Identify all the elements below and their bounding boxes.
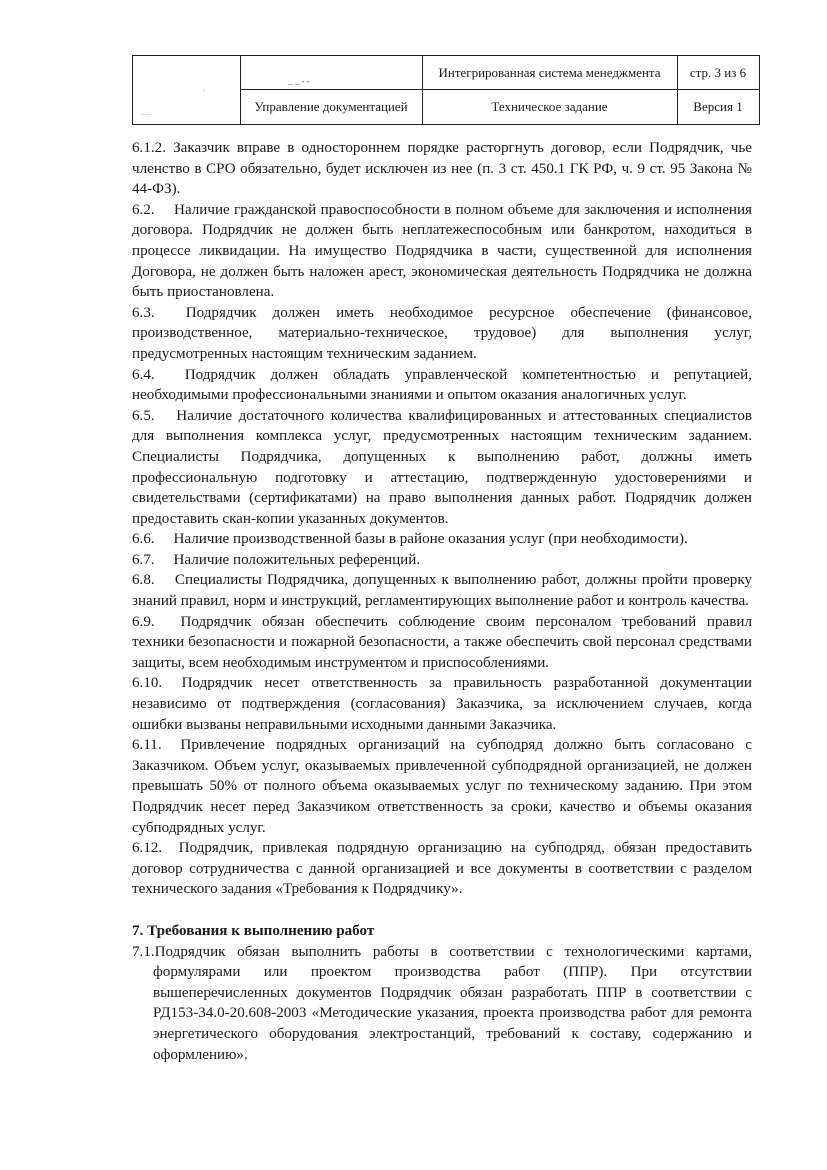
clause-6-8: 6.8. Специалисты Подрядчика, допущенных к выполнению работ, должны пройти проверку знаний правил, норм и инструкций, регламентирующих выполнение работ и контроль качества. bbox=[132, 572, 752, 610]
clause-6-7: 6.7. Наличие положительных референций. bbox=[132, 551, 421, 568]
clause-6-9: 6.9. Подрядчик обязан обеспечить соблюдение своим персоналом требований правил техники безопасности и пожарной безопасности, а также обеспечить свой персонал средствами защиты, всем необходимым инструментом и приспособлениями. bbox=[132, 613, 752, 671]
logo-mark: · bbox=[203, 86, 206, 95]
page-number: стр. 3 из 6 bbox=[689, 64, 747, 80]
system-name: Интегрированная система менеджмента bbox=[438, 64, 661, 80]
clause-6-10: 6.10. Подрядчик несет ответственность за правильность разработанной документации независимо от подтверждения (согласования) Заказчика, за исключением случаев, когда ошибки вызваны неправильными исходными данными Заказчика. bbox=[132, 675, 752, 733]
document-version: Версия 1 bbox=[693, 98, 743, 114]
document-type: Техническое задание bbox=[491, 98, 608, 114]
logo-caption: ...... bbox=[141, 111, 153, 117]
section-7-heading: 7. Требования к выполнению работ bbox=[132, 922, 375, 939]
clause-6-12: 6.12. Подрядчик, привлекая подрядную организацию на субподряд, обязан предоставить договор сотрудничества с данной организацией и все документы в соответствии с разделом технического задания «Требования к Подрядчику». bbox=[132, 840, 752, 898]
clause-6-6: 6.6. Наличие производственной базы в районе оказания услуг (при необходимости). bbox=[132, 531, 688, 548]
document-body bbox=[132, 138, 752, 1065]
section-spacer bbox=[132, 900, 752, 921]
clause-7-1: 7.1.Подрядчик обязан выполнить работы в соответствии с технологическими картами, формулярами или проектом производства работ (ППР). При отсутствии вышеперечисленных документов Подрядчик обязан разработать ППР в соответствии с РД153-34.0-20.608-2003 «Методические указания, проекта производства работ для ремонта энергетического оборудования электростанций, требований к составу, содержанию и оформлению». bbox=[132, 943, 752, 1063]
department-name: Управление документацией bbox=[254, 98, 408, 114]
clause-6-1-2: 6.1.2. Заказчик вправе в одностороннем порядке расторгнуть договор, если Подрядчик, чье членство в СРО обязательно, будет исключен из нее (п. 3 ст. 450.1 ГК РФ, ч. 9 ст. 95 Закона № 44-ФЗ). bbox=[132, 140, 752, 198]
handwritten-mark: _ _ - - bbox=[288, 76, 310, 86]
clause-6-4: 6.4. Подрядчик должен обладать управленческой компетентностью и репутацией, необходимыми профессиональными знаниями и опытом оказания аналогичных услуг. bbox=[132, 366, 752, 404]
clause-6-2: 6.2. Наличие гражданской правоспособности в полном объеме для заключения и исполнения договора. Подрядчик не должен быть неплатежеспособным или банкротом, находиться в процессе ликвидации. На имуществo Подрядчика в части, существенной для исполнения Договора, не должен быть наложен арест, экономическая деятельность Подрядчика не должна быть приостановлена. bbox=[132, 201, 752, 301]
clause-6-11: 6.11. Привлечение подрядных организаций на субподряд должно быть согласовано с Заказчиком. Объем услуг, оказываемых привлеченной субподрядной организацией, не должен превышать 50% от полного объема оказываемых услуг по техническому заданию. При этом Подрядчик несет перед Заказчиком ответственность за сроки, качество и объемы оказания субподрядных услуг. bbox=[132, 737, 752, 836]
document-header-table bbox=[132, 55, 760, 125]
clause-6-5: 6.5. Наличие достаточного количества квалифицированных и аттестованных специалистов для выполнения комплекса услуг, предусмотренных настоящим техническим заданием. Специалисты Подрядчика, допущенных к выполнению работ, должны иметь профессиональную подготовку и аттестацию, подтвержденную удостоверениями и свидетельствами (сертификатами) на право выполнения данных работ. Подрядчик должен предоставить скан-копии указанных документов. bbox=[132, 407, 752, 527]
company-logo bbox=[133, 56, 240, 124]
clause-6-3: 6.3. Подрядчик должен иметь необходимое ресурсное обеспечение (финансовое, производственное, материально-техническое, трудовое) для выполнения услуг, предусмотренных настоящим техническим заданием. bbox=[132, 304, 752, 362]
